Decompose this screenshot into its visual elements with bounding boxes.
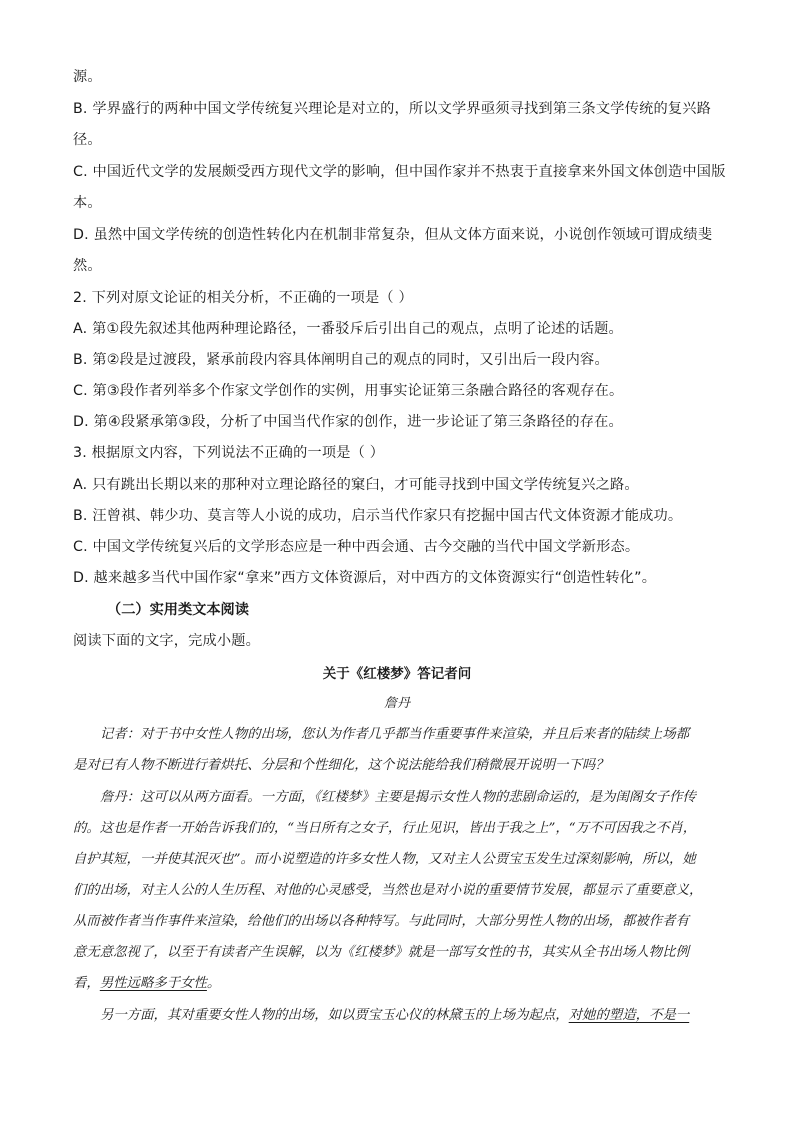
article-author: 詹丹 <box>383 696 410 711</box>
article-line: 的。这也是作者一开始告诉我们的，“当日所有之女子，行止见识，皆出于我之上”，“万不可因我之不肖， <box>73 821 697 836</box>
option-d-line2: 然。 <box>73 258 102 274</box>
option-a-tail: 源。 <box>73 69 102 85</box>
underlined-phrase: 对她的塑造，不是一 <box>568 1008 690 1023</box>
question2-option-a: A. 第①段先叙述其他两种理论路径，一番驳斥后引出自己的观点，点明了论述的话题。 <box>73 321 623 337</box>
article-line <box>73 972 220 991</box>
article-line: 自护其短，一并使其泯灭也”。而小说塑造的许多女性人物，又对主人公贾宝玉发生过深刻影响，所以，她 <box>73 852 696 867</box>
article-line: 詹丹：这可以从两方面看。一方面，《红楼梦》主要是揭示女性人物的悲剧命运的，是为闺阁女子作传 <box>100 790 696 805</box>
article-text: 另一方面，其对重要女性人物的出场，如以贾宝玉心仪的林黛玉的上场为起点， <box>100 1008 569 1023</box>
article-line: 从而被作者当作事件来渲染，给他们的出场以各种特写。与此同时，大部分男性人物的出场，都被作者有 <box>73 914 689 929</box>
article-text: 看， <box>73 976 100 991</box>
article-line: 记者：对于书中女性人物的出场，您认为作者几乎都当作重要事件来渲染，并且后来者的陆续上场都 <box>100 727 690 742</box>
option-b-line2: 径。 <box>73 132 102 148</box>
question3-option-c: C. 中国文学传统复兴后的文学形态应是一种中西会通、古今交融的当代中国文学新形态。 <box>73 539 640 555</box>
article-line: 意无意忽视了，以至于有读者产生误解，以为《红楼梦》就是一部写女性的书，其实从全书出场人物比例 <box>73 945 689 960</box>
question2-option-b: B. 第②段是过渡段，紧承前段内容具体阐明自己的观点的同时，又引出后一段内容。 <box>73 352 609 368</box>
question3-stem: 3. 根据原文内容，下列说法不正确的一项是（ ） <box>73 445 385 461</box>
question2-stem: 2. 下列对原文论证的相关分析，不正确的一项是（ ） <box>73 290 413 306</box>
question2-option-c: C. 第③段作者列举多个作家文学创作的实例，用事实论证第三条融合路径的客观存在。 <box>73 383 624 399</box>
option-c-line1: C. 中国近代文学的发展颇受西方现代文学的影响，但中国作家并不热衷于直接拿来外国文体创造中国版 <box>73 164 726 180</box>
article-title: 关于《红楼梦》答记者问 <box>322 666 472 682</box>
option-b-line1: B. 学界盛行的两种中国文学传统复兴理论是对立的，所以文学界亟须寻找到第三条文学传统的复兴路 <box>73 101 712 117</box>
article-line <box>100 1004 689 1023</box>
question3-option-b: B. 汪曾祺、韩少功、莫言等人小说的成功，启示当代作家只有挖掘中国古代文体资源才能成功。 <box>73 508 683 524</box>
option-d-line1: D. 虽然中国文学传统的创造性转化内在机制非常复杂，但从文体方面来说，小说创作领域可谓成绩斐 <box>73 227 713 243</box>
article-line: 是对已有人物不断进行着烘托、分层和个性细化，这个说法能给我们稍微展开说明一下吗？ <box>73 758 609 773</box>
question3-option-d: D. 越来越多当代中国作家“拿来”西方文体资源后，对中西方的文体资源实行“创造性转化”。 <box>73 570 657 586</box>
section-heading: （二）实用类文本阅读 <box>107 602 249 618</box>
article-line: 们的出场，对主人公的人生历程、对他的心灵感受，当然也是对小说的重要情节发展，都显示了重要意义， <box>73 883 703 898</box>
section-instruction: 阅读下面的文字，完成小题。 <box>73 633 261 649</box>
option-c-line2: 本。 <box>73 195 102 211</box>
article-text: 。 <box>206 976 221 991</box>
question2-option-d: D. 第④段紧承第③段，分析了中国当代作家的创作，进一步论证了第三条路径的存在。 <box>73 414 623 430</box>
underlined-phrase: 男性远略多于女性 <box>99 976 207 991</box>
question3-option-a: A. 只有跳出长期以来的那种对立理论路径的窠臼，才可能寻找到中国文学传统复兴之路。 <box>73 477 639 493</box>
